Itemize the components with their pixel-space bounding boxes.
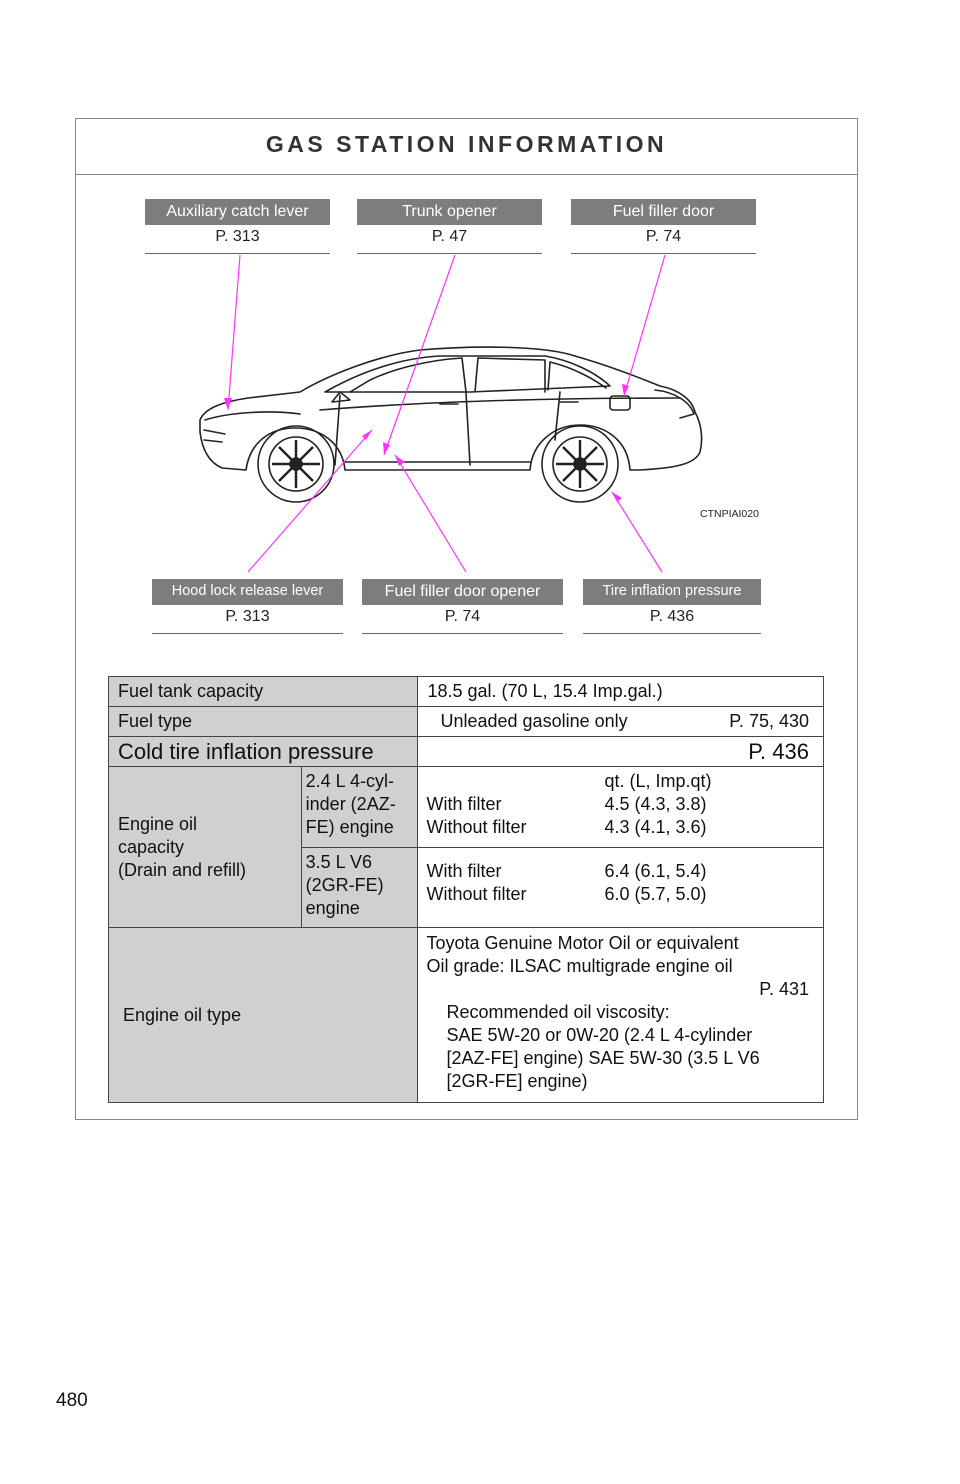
engine2-without-filter-label: Without filter — [426, 884, 527, 904]
callout-label: Fuel filler door — [571, 199, 756, 225]
car-illustration — [0, 0, 960, 700]
cold-tire-label-cell — [109, 737, 418, 767]
page-number: 480 — [56, 1390, 88, 1411]
oil-viscosity-line3: [2AZ-FE] engine) SAE 5W-30 (3.5 L V6 — [446, 1048, 760, 1068]
engine2-line3: engine — [305, 898, 360, 918]
engine2-with-filter-value: 6.4 (6.1, 5.4) — [604, 861, 707, 881]
fuel-type-value: Unleaded gasoline only — [440, 711, 628, 731]
callout-label: Trunk opener — [357, 199, 542, 225]
fuel-type-value-cell — [418, 707, 824, 737]
engine1-line2: inder (2AZ- — [305, 794, 396, 814]
engine1-without-filter-label: Without filter — [426, 817, 527, 837]
fuel-tank-value-cell — [418, 677, 824, 707]
callout-page-ref[interactable]: P. 74 — [362, 605, 563, 634]
page-title: GAS STATION INFORMATION — [76, 119, 857, 175]
engine2-without-filter-value: 6.0 (5.7, 5.0) — [604, 884, 707, 904]
specs-table — [108, 676, 824, 1103]
oil-capacity-label-line2: capacity — [118, 836, 185, 857]
engine2-with-filter-label: With filter — [426, 861, 502, 881]
table-row-fuel-tank — [109, 677, 824, 707]
engine1-line3: FE) engine — [305, 817, 394, 837]
fuel-type-label-cell — [109, 707, 418, 737]
oil-type-label: Engine oil type — [123, 1004, 242, 1025]
callout-label: Auxiliary catch lever — [145, 199, 330, 225]
engine2-line2: (2GR-FE) — [305, 875, 384, 895]
engine1-values — [418, 767, 823, 842]
oil-capacity-label-line1: Engine oil — [118, 813, 198, 834]
fuel-type-label: Fuel type — [118, 711, 193, 731]
illustration-code: CTNPIAI020 — [700, 508, 759, 520]
callout-label: Tire inflation pressure — [583, 579, 761, 605]
oil-viscosity-line4: [2GR-FE] engine) — [446, 1071, 588, 1091]
callout-page-ref[interactable]: P. 313 — [152, 605, 343, 634]
fuel-tank-label: Fuel tank capacity — [118, 681, 264, 701]
engine1-values-cell — [418, 767, 824, 848]
cold-tire-page-ref[interactable]: P. 436 — [748, 739, 809, 764]
oil-type-line1: Toyota Genuine Motor Oil or equivalent — [426, 933, 739, 953]
table-row-oil-capacity-engine1 — [109, 767, 824, 848]
oil-type-label-cell — [109, 928, 418, 1103]
cold-tire-label: Cold tire inflation pressure — [118, 739, 374, 764]
engine2-values — [418, 848, 823, 909]
cold-tire-value-cell — [418, 737, 824, 767]
oil-capacity-label — [109, 810, 301, 885]
callout-page-ref[interactable]: P. 436 — [583, 605, 761, 634]
fuel-tank-value: 18.5 gal. (70 L, 15.4 Imp.gal.) — [427, 681, 663, 701]
callout-label: Hood lock release lever — [152, 579, 343, 605]
engine1-label-cell — [301, 767, 418, 848]
engine1-without-filter-value: 4.3 (4.1, 3.6) — [604, 817, 707, 837]
fuel-tank-label-cell — [109, 677, 418, 707]
engine2-label-cell — [301, 848, 418, 928]
oil-type-line2: Oil grade: ILSAC multigrade engine oil — [426, 956, 733, 976]
oil-viscosity-line2: SAE 5W-20 or 0W-20 (2.4 L 4-cylinder — [446, 1025, 753, 1045]
oil-type-values — [418, 928, 823, 1099]
table-row-oil-type — [109, 928, 824, 1103]
engine1-with-filter-value: 4.5 (4.3, 3.8) — [604, 794, 707, 814]
fuel-type-value-wrap — [418, 707, 823, 736]
oil-capacity-label-line3: (Drain and refill) — [118, 859, 247, 880]
oil-type-page-ref[interactable]: P. 431 — [759, 979, 809, 999]
oil-capacity-label-cell — [109, 767, 302, 928]
engine1-label — [302, 767, 418, 842]
callout-page-ref[interactable]: P. 313 — [145, 225, 330, 254]
engine1-with-filter-label: With filter — [426, 794, 502, 814]
engine1-line1: 2.4 L 4-cyl- — [305, 771, 395, 791]
fuel-type-page-ref[interactable]: P. 75, 430 — [729, 711, 809, 731]
engine2-line1: 3.5 L V6 — [305, 852, 373, 872]
callout-label: Fuel filler door opener — [362, 579, 563, 605]
engine2-label — [302, 848, 418, 923]
callout-page-ref[interactable]: P. 47 — [357, 225, 542, 254]
table-row-cold-tire — [109, 737, 824, 767]
oil-type-value-cell — [418, 928, 824, 1103]
oil-viscosity-line1: Recommended oil viscosity: — [446, 1002, 670, 1022]
table-row-fuel-type — [109, 707, 824, 737]
engine2-values-cell — [418, 848, 824, 928]
callout-page-ref[interactable]: P. 74 — [571, 225, 756, 254]
oil-capacity-unit: qt. (L, Imp.qt) — [604, 771, 712, 791]
